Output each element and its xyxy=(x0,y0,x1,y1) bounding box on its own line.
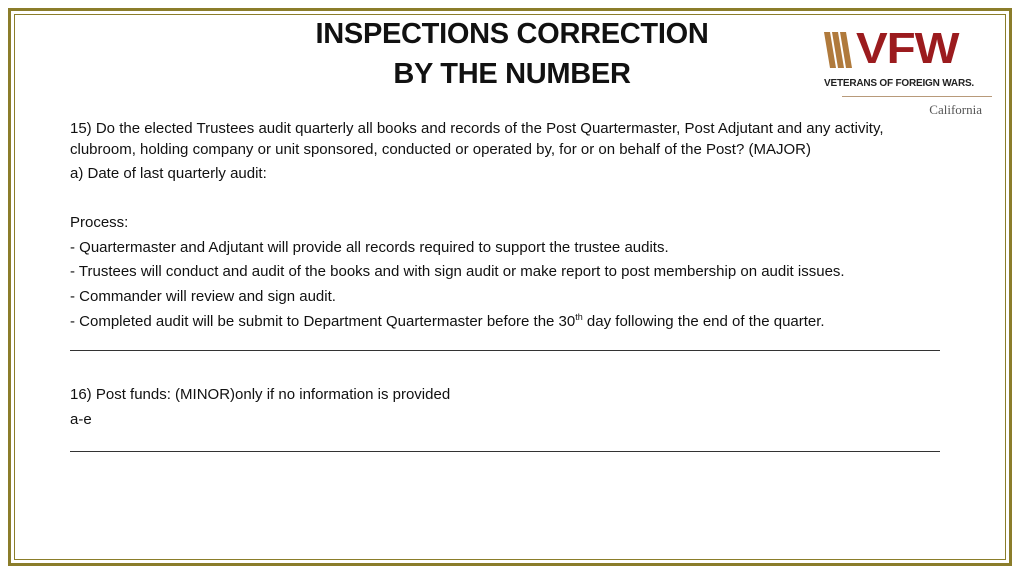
section-divider-1 xyxy=(70,350,940,351)
vfw-wordmark: VFW xyxy=(856,24,959,73)
vfw-region: California xyxy=(929,102,982,117)
process-step-4-text: - Completed audit will be submit to Department Quartermaster before the 30 xyxy=(70,313,576,330)
slide-title-line2: BY THE NUMBER xyxy=(393,58,631,90)
item-15-question: 15) Do the elected Trustees audit quarterly all books and records of the Post Quartermaster, Post Adjutant and any activity, clubroom, holding company or unit sponsored, conducted or operated by, for or on behalf of the Post? (MAJOR) xyxy=(70,120,884,158)
process-step-4 xyxy=(70,312,825,330)
slide-title-line1: INSPECTIONS CORRECTION xyxy=(315,18,709,50)
item-16-question: 16) Post funds: (MINOR)only if no information is provided xyxy=(70,386,451,403)
process-step-3: - Commander will review and sign audit. xyxy=(70,288,336,305)
vfw-logo xyxy=(822,24,994,122)
process-step-4-text-end: day following the end of the quarter. xyxy=(582,313,825,330)
section-divider-2 xyxy=(70,451,940,452)
process-step-2: - Trustees will conduct and audit of the books and with sign audit or make report to post membership on audit issues. xyxy=(70,263,845,280)
ordinal-suffix: th xyxy=(575,312,583,322)
process-step-1: - Quartermaster and Adjutant will provide all records required to support the trustee audits. xyxy=(70,239,669,256)
process-label: Process: xyxy=(70,214,129,231)
item-16-range: a-e xyxy=(70,411,92,428)
vfw-subtitle: VETERANS OF FOREIGN WARS. xyxy=(824,78,975,89)
logo-divider xyxy=(842,96,992,97)
item-15-sub-a: a) Date of last quarterly audit: xyxy=(70,165,267,182)
